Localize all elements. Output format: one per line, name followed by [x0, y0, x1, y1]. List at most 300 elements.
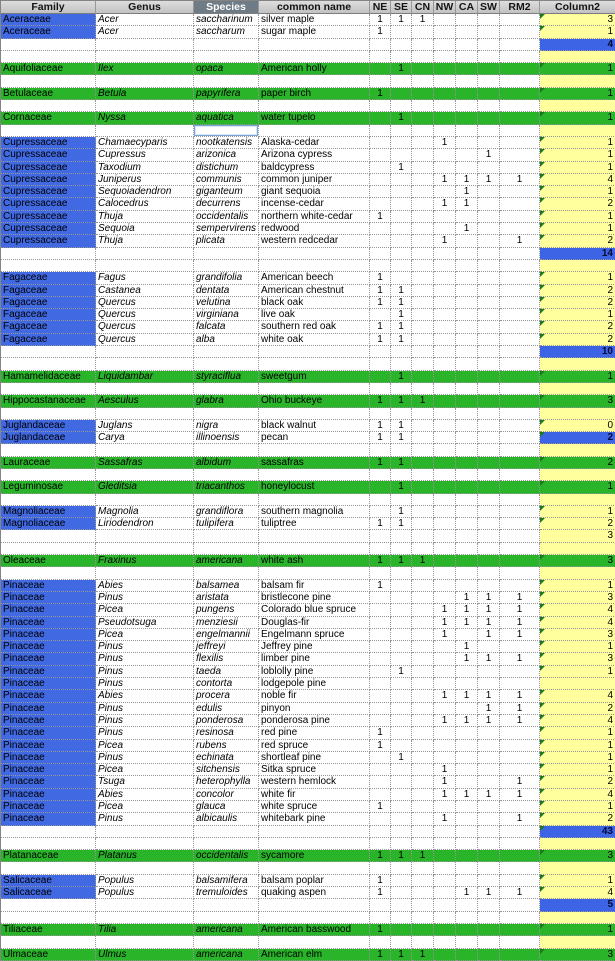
cell-SE[interactable]	[391, 567, 412, 579]
cell-species[interactable]: heterophylla	[194, 776, 259, 788]
cell-genus[interactable]: Castanea	[96, 285, 194, 297]
cell-species[interactable]	[194, 543, 259, 555]
cell-CA[interactable]	[456, 383, 478, 395]
cell-col2[interactable]: 4	[540, 887, 615, 899]
cell-NE[interactable]	[370, 530, 391, 542]
cell-CA[interactable]	[456, 580, 478, 592]
cell-SE[interactable]	[391, 629, 412, 641]
cell-NW[interactable]	[434, 260, 456, 272]
cell-common[interactable]: whitebark pine	[259, 813, 370, 825]
cell-CA[interactable]	[456, 543, 478, 555]
cell-CA[interactable]	[456, 137, 478, 149]
cell-genus[interactable]: Sequoiadendron	[96, 186, 194, 198]
cell-NW[interactable]	[434, 112, 456, 124]
cell-species[interactable]: albidum	[194, 457, 259, 469]
cell-CA[interactable]	[456, 100, 478, 112]
cell-species[interactable]: glauca	[194, 801, 259, 813]
cell-RM2[interactable]	[500, 740, 540, 752]
cell-SE[interactable]	[391, 469, 412, 481]
cell-RM2[interactable]: 1	[500, 604, 540, 616]
cell-common[interactable]	[259, 100, 370, 112]
cell-NW[interactable]	[434, 862, 456, 874]
cell-col2[interactable]: 4	[540, 604, 615, 616]
cell-species[interactable]: tremuloides	[194, 887, 259, 899]
cell-NW[interactable]	[434, 494, 456, 506]
cell-genus[interactable]	[96, 936, 194, 948]
cell-genus[interactable]: Platanus	[96, 850, 194, 862]
cell-SE[interactable]	[391, 235, 412, 247]
cell-RM2[interactable]	[500, 801, 540, 813]
cell-col2[interactable]: 1	[540, 26, 615, 38]
cell-genus[interactable]	[96, 826, 194, 838]
cell-col2[interactable]: 2	[540, 432, 615, 444]
cell-common[interactable]	[259, 51, 370, 63]
cell-CN[interactable]	[412, 617, 434, 629]
cell-CA[interactable]	[456, 371, 478, 383]
cell-genus[interactable]: Populus	[96, 887, 194, 899]
cell-SE[interactable]	[391, 715, 412, 727]
cell-NE[interactable]	[370, 100, 391, 112]
cell-CA[interactable]	[456, 260, 478, 272]
cell-genus[interactable]	[96, 444, 194, 456]
cell-genus[interactable]: Quercus	[96, 309, 194, 321]
cell-col2[interactable]: 1	[540, 63, 615, 75]
cell-SW[interactable]	[478, 371, 500, 383]
cell-family[interactable]	[1, 543, 96, 555]
cell-NW[interactable]	[434, 321, 456, 333]
cell-family[interactable]	[1, 826, 96, 838]
cell-SW[interactable]	[478, 752, 500, 764]
cell-NE[interactable]	[370, 592, 391, 604]
cell-CA[interactable]	[456, 826, 478, 838]
cell-NW[interactable]	[434, 186, 456, 198]
cell-common[interactable]: ponderosa pine	[259, 715, 370, 727]
cell-CA[interactable]	[456, 112, 478, 124]
cell-col2[interactable]	[540, 469, 615, 481]
cell-species[interactable]: giganteum	[194, 186, 259, 198]
cell-genus[interactable]	[96, 838, 194, 850]
cell-RM2[interactable]	[500, 543, 540, 555]
cell-SE[interactable]: 1	[391, 334, 412, 346]
cell-family[interactable]	[1, 248, 96, 260]
cell-RM2[interactable]	[500, 39, 540, 51]
cell-col2[interactable]: 1	[540, 371, 615, 383]
cell-NW[interactable]	[434, 26, 456, 38]
cell-common[interactable]: American holly	[259, 63, 370, 75]
column-header-CA[interactable]: CA	[456, 1, 478, 14]
cell-NW[interactable]	[434, 592, 456, 604]
cell-family[interactable]: Pinaceae	[1, 752, 96, 764]
cell-CA[interactable]	[456, 75, 478, 87]
cell-common[interactable]: shortleaf pine	[259, 752, 370, 764]
cell-CA[interactable]	[456, 801, 478, 813]
cell-CN[interactable]	[412, 125, 434, 137]
cell-family[interactable]: Pinaceae	[1, 813, 96, 825]
cell-col2[interactable]: 2	[540, 321, 615, 333]
cell-SE[interactable]: 1	[391, 371, 412, 383]
cell-CA[interactable]	[456, 358, 478, 370]
cell-CA[interactable]	[456, 309, 478, 321]
cell-NW[interactable]	[434, 555, 456, 567]
cell-genus[interactable]: Thuja	[96, 211, 194, 223]
cell-common[interactable]: sassafras	[259, 457, 370, 469]
cell-CA[interactable]	[456, 457, 478, 469]
cell-col2[interactable]: 2	[540, 703, 615, 715]
cell-family[interactable]: Hamamelidaceae	[1, 371, 96, 383]
cell-RM2[interactable]	[500, 198, 540, 210]
cell-NE[interactable]: 1	[370, 88, 391, 100]
cell-NW[interactable]	[434, 457, 456, 469]
cell-common[interactable]: black oak	[259, 297, 370, 309]
cell-CN[interactable]	[412, 272, 434, 284]
cell-SW[interactable]	[478, 223, 500, 235]
cell-family[interactable]: Salicaceae	[1, 875, 96, 887]
cell-CN[interactable]	[412, 912, 434, 924]
cell-col2[interactable]: 2	[540, 776, 615, 788]
cell-CA[interactable]	[456, 481, 478, 493]
cell-common[interactable]	[259, 838, 370, 850]
cell-CA[interactable]: 1	[456, 653, 478, 665]
cell-RM2[interactable]	[500, 752, 540, 764]
cell-genus[interactable]: Pinus	[96, 752, 194, 764]
cell-CN[interactable]: 1	[412, 14, 434, 26]
cell-col2[interactable]	[540, 444, 615, 456]
cell-NE[interactable]	[370, 617, 391, 629]
cell-SE[interactable]	[391, 678, 412, 690]
cell-genus[interactable]: Sassafras	[96, 457, 194, 469]
cell-family[interactable]: Platanaceae	[1, 850, 96, 862]
cell-SW[interactable]: 1	[478, 629, 500, 641]
cell-CA[interactable]	[456, 838, 478, 850]
cell-NW[interactable]	[434, 801, 456, 813]
cell-species[interactable]: rubens	[194, 740, 259, 752]
cell-CA[interactable]	[456, 14, 478, 26]
cell-family[interactable]: Fagaceae	[1, 309, 96, 321]
cell-SW[interactable]	[478, 530, 500, 542]
cell-CA[interactable]	[456, 149, 478, 161]
cell-SE[interactable]	[391, 899, 412, 911]
cell-CA[interactable]	[456, 813, 478, 825]
cell-CN[interactable]	[412, 764, 434, 776]
cell-genus[interactable]	[96, 358, 194, 370]
cell-NW[interactable]	[434, 420, 456, 432]
cell-RM2[interactable]	[500, 949, 540, 961]
cell-genus[interactable]: Pinus	[96, 592, 194, 604]
cell-common[interactable]: tuliptree	[259, 518, 370, 530]
cell-NE[interactable]	[370, 641, 391, 653]
cell-genus[interactable]: Picea	[96, 604, 194, 616]
cell-col2[interactable]: 4	[540, 690, 615, 702]
cell-species[interactable]: edulis	[194, 703, 259, 715]
cell-genus[interactable]: Ulmus	[96, 949, 194, 961]
cell-NW[interactable]	[434, 875, 456, 887]
cell-NW[interactable]	[434, 653, 456, 665]
cell-CN[interactable]	[412, 26, 434, 38]
cell-CA[interactable]	[456, 321, 478, 333]
cell-RM2[interactable]	[500, 162, 540, 174]
cell-family[interactable]: Pinaceae	[1, 641, 96, 653]
cell-RM2[interactable]: 1	[500, 617, 540, 629]
cell-NW[interactable]	[434, 924, 456, 936]
cell-NE[interactable]	[370, 162, 391, 174]
cell-CN[interactable]	[412, 826, 434, 838]
cell-CN[interactable]	[412, 752, 434, 764]
cell-family[interactable]: Pinaceae	[1, 776, 96, 788]
cell-SE[interactable]: 1	[391, 666, 412, 678]
cell-RM2[interactable]	[500, 125, 540, 137]
cell-NE[interactable]	[370, 715, 391, 727]
cell-common[interactable]	[259, 543, 370, 555]
cell-col2[interactable]: 3	[540, 850, 615, 862]
cell-CN[interactable]	[412, 862, 434, 874]
cell-col2[interactable]: 3	[540, 14, 615, 26]
cell-CN[interactable]	[412, 924, 434, 936]
cell-common[interactable]: incense-cedar	[259, 198, 370, 210]
cell-RM2[interactable]	[500, 530, 540, 542]
cell-CN[interactable]	[412, 334, 434, 346]
cell-col2[interactable]: 2	[540, 457, 615, 469]
cell-common[interactable]: southern magnolia	[259, 506, 370, 518]
cell-NW[interactable]	[434, 580, 456, 592]
cell-family[interactable]: Pinaceae	[1, 653, 96, 665]
cell-NE[interactable]: 1	[370, 740, 391, 752]
cell-SE[interactable]	[391, 838, 412, 850]
cell-CN[interactable]	[412, 211, 434, 223]
cell-SE[interactable]	[391, 149, 412, 161]
cell-SE[interactable]: 1	[391, 432, 412, 444]
cell-CN[interactable]	[412, 39, 434, 51]
cell-SW[interactable]	[478, 494, 500, 506]
cell-NE[interactable]	[370, 567, 391, 579]
cell-NE[interactable]	[370, 912, 391, 924]
cell-common[interactable]: honeylocust	[259, 481, 370, 493]
cell-NE[interactable]	[370, 112, 391, 124]
cell-common[interactable]	[259, 408, 370, 420]
cell-species[interactable]: grandiflora	[194, 506, 259, 518]
cell-SW[interactable]	[478, 88, 500, 100]
cell-genus[interactable]: Acer	[96, 26, 194, 38]
cell-NW[interactable]	[434, 518, 456, 530]
cell-family[interactable]: Pinaceae	[1, 604, 96, 616]
cell-col2[interactable]	[540, 936, 615, 948]
cell-CN[interactable]	[412, 260, 434, 272]
cell-NW[interactable]	[434, 100, 456, 112]
cell-col2[interactable]: 1	[540, 112, 615, 124]
cell-RM2[interactable]	[500, 555, 540, 567]
cell-family[interactable]	[1, 469, 96, 481]
cell-SE[interactable]	[391, 703, 412, 715]
cell-col2[interactable]	[540, 408, 615, 420]
cell-col2[interactable]: 1	[540, 801, 615, 813]
cell-RM2[interactable]: 1	[500, 629, 540, 641]
cell-genus[interactable]: Pinus	[96, 703, 194, 715]
cell-RM2[interactable]: 1	[500, 174, 540, 186]
cell-family[interactable]	[1, 100, 96, 112]
cell-RM2[interactable]	[500, 444, 540, 456]
cell-NE[interactable]: 1	[370, 285, 391, 297]
cell-NE[interactable]: 1	[370, 334, 391, 346]
cell-col2[interactable]: 4	[540, 617, 615, 629]
cell-genus[interactable]: Liquidambar	[96, 371, 194, 383]
cell-SE[interactable]	[391, 39, 412, 51]
cell-family[interactable]: Pinaceae	[1, 715, 96, 727]
cell-CA[interactable]	[456, 764, 478, 776]
cell-genus[interactable]: Ilex	[96, 63, 194, 75]
cell-col2[interactable]: 3	[540, 530, 615, 542]
cell-col2[interactable]	[540, 100, 615, 112]
cell-common[interactable]: Douglas-fir	[259, 617, 370, 629]
cell-family[interactable]: Ulmaceae	[1, 949, 96, 961]
cell-RM2[interactable]: 1	[500, 813, 540, 825]
cell-SE[interactable]	[391, 740, 412, 752]
cell-species[interactable]: americana	[194, 555, 259, 567]
cell-SW[interactable]	[478, 39, 500, 51]
cell-SE[interactable]	[391, 801, 412, 813]
cell-CN[interactable]	[412, 186, 434, 198]
cell-CA[interactable]	[456, 432, 478, 444]
cell-col2[interactable]: 3	[540, 629, 615, 641]
cell-CN[interactable]	[412, 567, 434, 579]
cell-CA[interactable]: 1	[456, 604, 478, 616]
cell-SW[interactable]	[478, 432, 500, 444]
cell-CN[interactable]	[412, 420, 434, 432]
cell-family[interactable]	[1, 912, 96, 924]
cell-SE[interactable]	[391, 690, 412, 702]
cell-species[interactable]: illinoensis	[194, 432, 259, 444]
cell-NE[interactable]: 1	[370, 395, 391, 407]
cell-SW[interactable]	[478, 727, 500, 739]
cell-SE[interactable]	[391, 789, 412, 801]
cell-family[interactable]	[1, 358, 96, 370]
cell-SE[interactable]	[391, 924, 412, 936]
cell-SW[interactable]: 1	[478, 149, 500, 161]
cell-NW[interactable]	[434, 936, 456, 948]
cell-NE[interactable]: 1	[370, 420, 391, 432]
cell-genus[interactable]: Tilia	[96, 924, 194, 936]
cell-CN[interactable]	[412, 666, 434, 678]
cell-RM2[interactable]	[500, 494, 540, 506]
cell-CN[interactable]	[412, 727, 434, 739]
cell-common[interactable]	[259, 530, 370, 542]
cell-CA[interactable]	[456, 235, 478, 247]
cell-genus[interactable]: Pinus	[96, 715, 194, 727]
cell-genus[interactable]	[96, 899, 194, 911]
cell-CN[interactable]	[412, 432, 434, 444]
cell-family[interactable]: Cupressaceae	[1, 235, 96, 247]
cell-species[interactable]: aristata	[194, 592, 259, 604]
cell-family[interactable]: Pinaceae	[1, 727, 96, 739]
cell-SW[interactable]	[478, 162, 500, 174]
cell-CN[interactable]	[412, 678, 434, 690]
cell-SW[interactable]	[478, 678, 500, 690]
cell-common[interactable]: silver maple	[259, 14, 370, 26]
cell-family[interactable]: Pinaceae	[1, 764, 96, 776]
cell-species[interactable]: alba	[194, 334, 259, 346]
cell-family[interactable]: Aceraceae	[1, 14, 96, 26]
cell-NE[interactable]	[370, 653, 391, 665]
cell-species[interactable]	[194, 75, 259, 87]
cell-RM2[interactable]	[500, 334, 540, 346]
cell-species[interactable]	[194, 912, 259, 924]
cell-SE[interactable]	[391, 494, 412, 506]
cell-genus[interactable]: Pinus	[96, 653, 194, 665]
column-header-family[interactable]: Family	[1, 1, 96, 14]
cell-genus[interactable]: Pinus	[96, 666, 194, 678]
cell-SE[interactable]	[391, 248, 412, 260]
cell-CA[interactable]: 1	[456, 789, 478, 801]
cell-NE[interactable]: 1	[370, 26, 391, 38]
column-header-RM2[interactable]: RM2	[500, 1, 540, 14]
cell-species[interactable]	[194, 100, 259, 112]
cell-SW[interactable]	[478, 936, 500, 948]
cell-NW[interactable]	[434, 51, 456, 63]
cell-NE[interactable]	[370, 174, 391, 186]
cell-col2[interactable]: 1	[540, 666, 615, 678]
cell-common[interactable]: American beech	[259, 272, 370, 284]
cell-family[interactable]: Pinaceae	[1, 629, 96, 641]
cell-CN[interactable]	[412, 358, 434, 370]
cell-family[interactable]: Hippocastanaceae	[1, 395, 96, 407]
cell-species[interactable]: balsamea	[194, 580, 259, 592]
cell-family[interactable]	[1, 494, 96, 506]
cell-SE[interactable]: 1	[391, 162, 412, 174]
cell-family[interactable]: Cupressaceae	[1, 137, 96, 149]
cell-genus[interactable]: Picea	[96, 740, 194, 752]
cell-NE[interactable]	[370, 494, 391, 506]
cell-CN[interactable]	[412, 469, 434, 481]
cell-RM2[interactable]	[500, 875, 540, 887]
cell-RM2[interactable]	[500, 395, 540, 407]
cell-SE[interactable]	[391, 88, 412, 100]
cell-common[interactable]: sugar maple	[259, 26, 370, 38]
cell-RM2[interactable]: 1	[500, 887, 540, 899]
cell-NW[interactable]	[434, 162, 456, 174]
cell-RM2[interactable]	[500, 518, 540, 530]
cell-common[interactable]: noble fir	[259, 690, 370, 702]
cell-SW[interactable]	[478, 469, 500, 481]
cell-family[interactable]: Pinaceae	[1, 740, 96, 752]
cell-SE[interactable]	[391, 604, 412, 616]
cell-common[interactable]: redwood	[259, 223, 370, 235]
cell-RM2[interactable]	[500, 678, 540, 690]
cell-SW[interactable]: 1	[478, 715, 500, 727]
cell-SW[interactable]	[478, 481, 500, 493]
cell-NW[interactable]	[434, 703, 456, 715]
cell-species[interactable]: glabra	[194, 395, 259, 407]
cell-common[interactable]	[259, 444, 370, 456]
cell-SW[interactable]	[478, 137, 500, 149]
cell-NW[interactable]	[434, 395, 456, 407]
cell-NE[interactable]	[370, 346, 391, 358]
cell-genus[interactable]: Fagus	[96, 272, 194, 284]
cell-SE[interactable]: 1	[391, 506, 412, 518]
cell-RM2[interactable]	[500, 371, 540, 383]
cell-common[interactable]: bristlecone pine	[259, 592, 370, 604]
column-header-CN[interactable]: CN	[412, 1, 434, 14]
cell-SW[interactable]	[478, 924, 500, 936]
cell-col2[interactable]: 43	[540, 826, 615, 838]
cell-NE[interactable]	[370, 666, 391, 678]
cell-genus[interactable]	[96, 51, 194, 63]
cell-col2[interactable]: 1	[540, 211, 615, 223]
cell-SW[interactable]	[478, 506, 500, 518]
cell-RM2[interactable]	[500, 912, 540, 924]
cell-RM2[interactable]	[500, 383, 540, 395]
cell-family[interactable]	[1, 530, 96, 542]
cell-SW[interactable]	[478, 63, 500, 75]
cell-col2[interactable]: 2	[540, 235, 615, 247]
cell-common[interactable]: quaking aspen	[259, 887, 370, 899]
